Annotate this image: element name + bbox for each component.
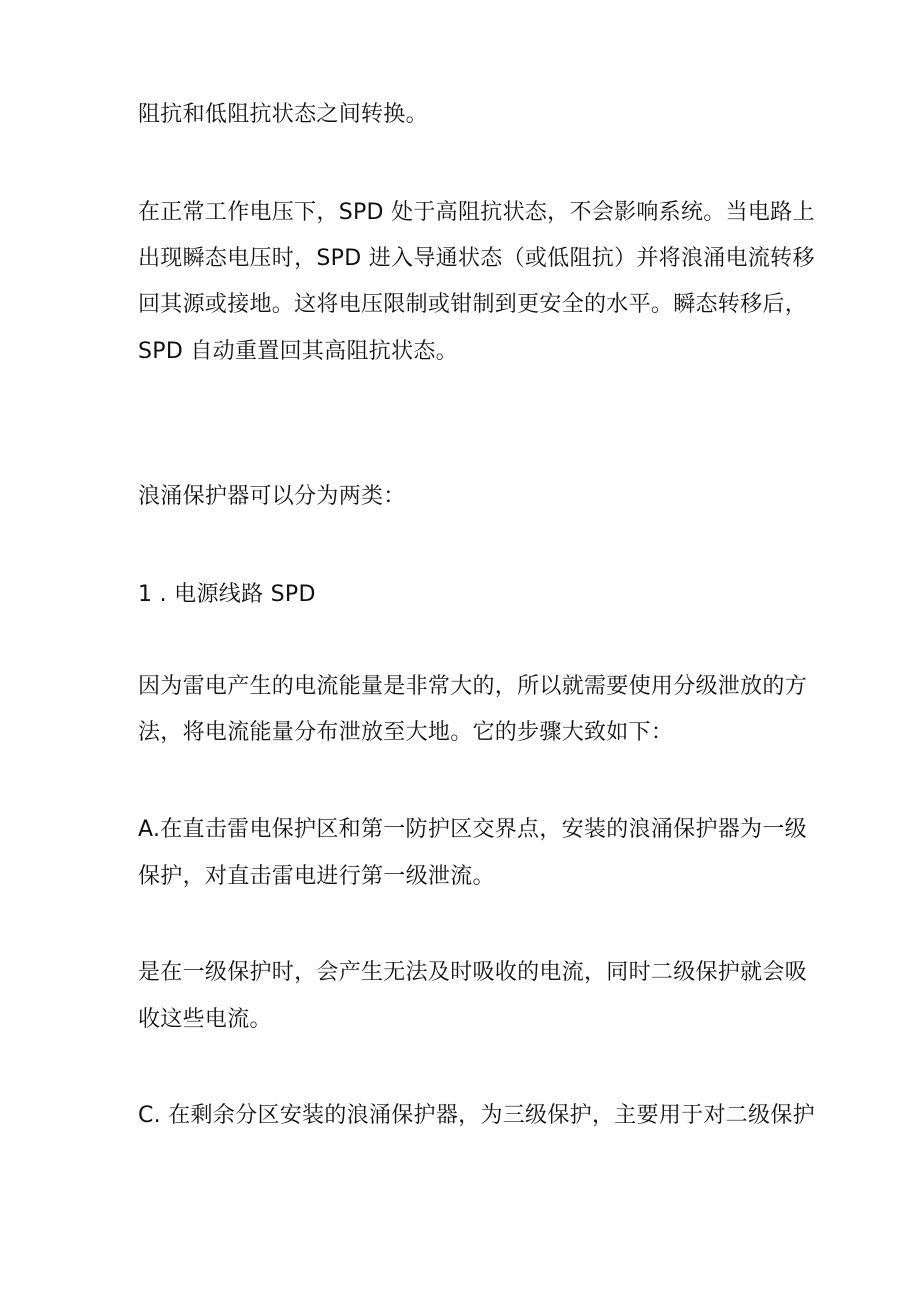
list-item-c-line: C. 在剩余分区安装的浪涌保护器，为三级保护，主要用于对二级保护	[138, 1103, 815, 1128]
paragraph-line: 在正常工作电压下，SPD 处于高阻抗状态，不会影响系统。当电路上	[138, 200, 815, 225]
section-intro: 浪涌保护器可以分为两类：	[138, 484, 406, 509]
list-item-b-line: 收这些电流。	[138, 1007, 272, 1032]
paragraph-line: 出现瞬态电压时，SPD 进入导通状态（或低阻抗）并将浪涌电流转移	[138, 246, 815, 271]
section-heading: 1 . 电源线路 SPD	[138, 582, 316, 607]
list-item-a-line: A.在直击雷电保护区和第一防护区交界点，安装的浪涌保护器为一级	[138, 817, 807, 842]
list-item-b-line: 是在一级保护时，会产生无法及时吸收的电流，同时二级保护就会吸	[138, 960, 808, 985]
paragraph-line: 回其源或接地。这将电压限制或钳制到更安全的水平。瞬态转移后，	[138, 292, 808, 317]
paragraph-line: SPD 自动重置回其高阻抗状态。	[138, 339, 458, 364]
list-item-a-line: 保护，对直击雷电进行第一级泄流。	[138, 864, 495, 889]
paragraph-line: 法，将电流能量分布泄放至大地。它的步骤大致如下：	[138, 720, 674, 745]
paragraph-line: 阻抗和低阻抗状态之间转换。	[138, 102, 428, 127]
paragraph-line: 因为雷电产生的电流能量是非常大的，所以就需要使用分级泄放的方	[138, 674, 808, 699]
